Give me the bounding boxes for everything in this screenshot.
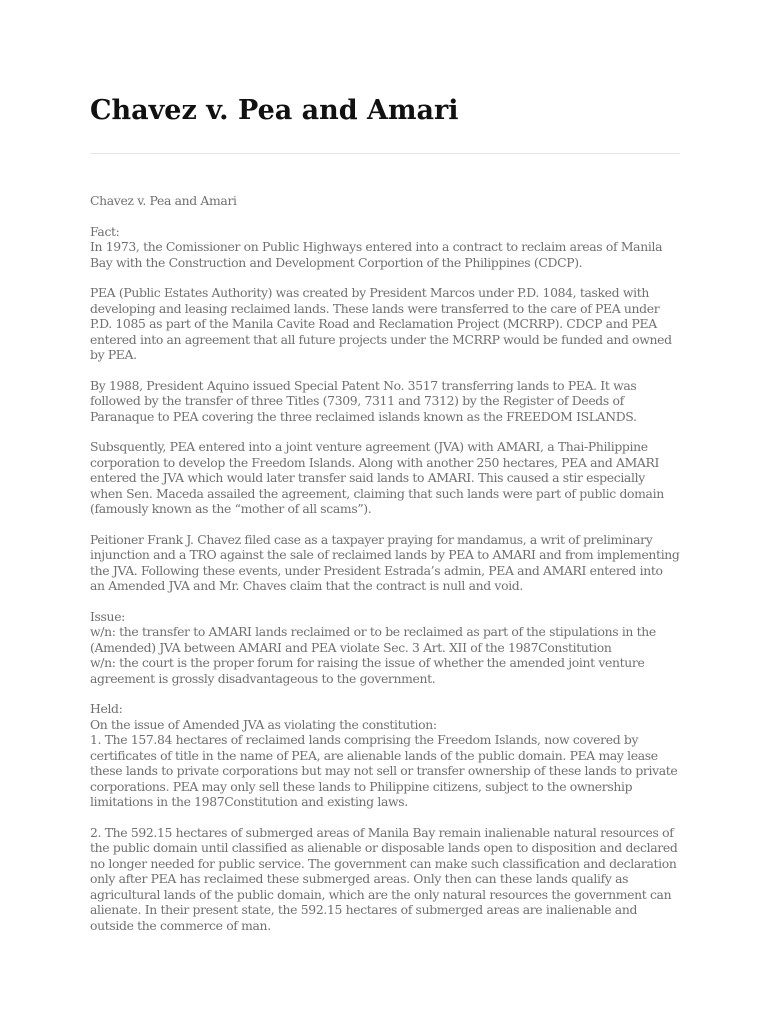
held-item-1: 1. The 157.84 hectares of reclaimed lands comprising the Freedom Islands, now covered by certificates of title in the name of PEA, are alienable lands of the public domain. PEA may lease these lands to private corporations but may not sell or transfer ownership of these lands to private corporations. PEA may only sell these lands to Philippine citizens, subject to the ownership limitations in the 1987Constitution and existing laws. [90,732,678,809]
held-label: Held: [90,701,123,716]
fact-paragraph-3: By 1988, President Aquino issued Special Patent No. 3517 transferring lands to PEA. It was followed by the transfer of three Titles (7309, 7311 and 7312) by the Register of Deeds of Paranaque to PEA covering the three reclaimed islands known as the FREEDOM ISLANDS. [90,377,637,424]
issue-item-1: w/n: the transfer to AMARI lands reclaimed or to be reclaimed as part of the stipulations in the (Amended) JVA between AMARI and PEA violate Sec. 3 Art. XII of the 1987Constitution [90,624,656,655]
issue-item-2: w/n: the court is the proper forum for raising the issue of whether the amended joint venture agreement is grossly disadvantageous to the government. [90,655,645,686]
page-title: Chavez v. Pea and Amari [90,95,459,126]
held-section [90,701,680,810]
held-item-2: 2. The 592.15 hectares of submerged areas of Manila Bay remain inalienable natural resources of the public domain until classified as alienable or disposable lands open to disposition and declared no longer needed for public service. The government can make such classification and declaration only after PEA has reclaimed these submerged areas. Only then can these lands qualify as agricultural lands of the public domain, which are the only natural resources the government can alienate. In their present state, the 592.15 hectares of submerged areas are inalienable and outside the commerce of man. [90,824,678,933]
issue-label: Issue: [90,608,125,624]
fact-paragraph-2: PEA (Public Estates Authority) was created by President Marcos under P.D. 1084, tasked with developing and leasing reclaimed lands. These lands were transferred to the care of PEA under P.D. 1085 as part of the Manila Cavite Road and Reclamation Project (MCRRP). CDCP and PEA entered into an agreement that all future projects under the MCRRP would be funded and owned by PEA. [90,285,672,362]
fact-paragraph-5: Peitioner Frank J. Chavez filed case as a taxpayer praying for mandamus, a writ of preliminary injunction and a TRO against the sale of reclaimed lands by PEA to AMARI and from implementing the JVA. Following these events, under President Estrada’s admin, PEA and AMARI entered into an Amended JVA and Mr. Chaves claim that the contract is null and void. [90,531,680,593]
issue-section [90,609,680,687]
fact-section-intro [90,224,680,271]
fact-paragraph-1: In 1973, the Comissioner on Public Highways entered into a contract to reclaim areas of Manila Bay with the Construction and Development Corportion of the Philippines (CDCP). [90,239,663,270]
document-body [90,193,680,948]
fact-label: Fact: [90,223,120,239]
fact-paragraph-4: Subsquently, PEA entered into a joint venture agreement (JVA) with AMARI, a Thai-Philippine corporation to develop the Freedom Islands. Along with another 250 hectares, PEA and AMARI entered the JVA which would later transfer said lands to AMARI. This caused a stir especially when Sen. Maceda assailed the agreement, claiming that such lands were part of public domain (famously known as the “mother of all scams”). [90,439,664,516]
title-divider [90,153,680,154]
held-intro: On the issue of Amended JVA as violating the constitution: [90,716,437,732]
subtitle-paragraph: Chavez v. Pea and Amari [90,193,237,208]
